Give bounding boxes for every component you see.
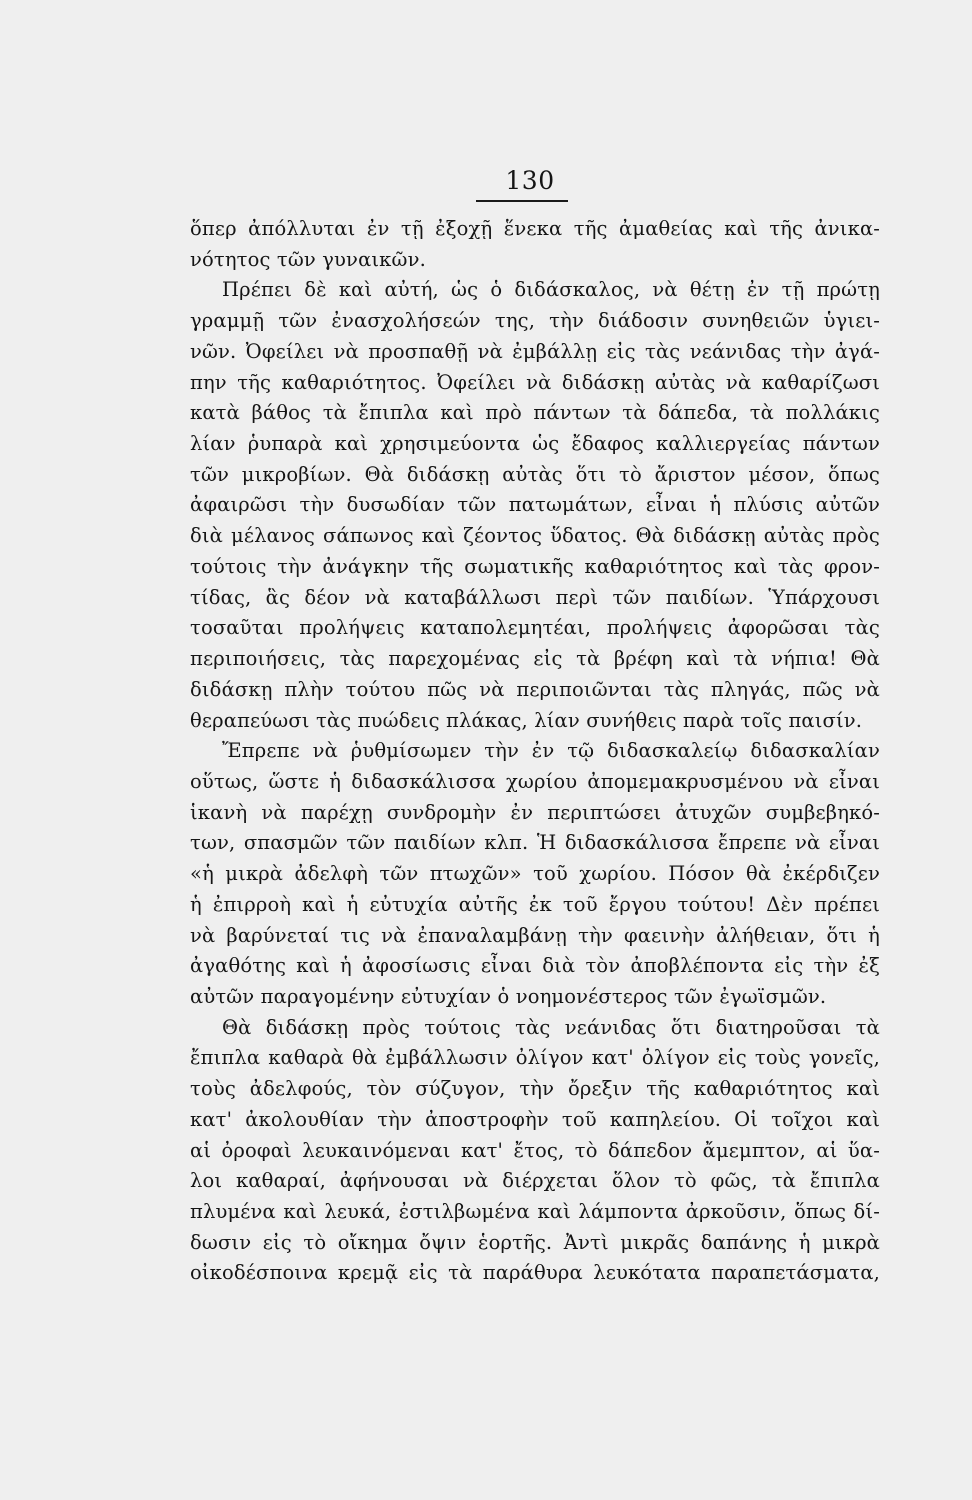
- text-line: διὰ μέλανος σάπωνος καὶ ζέοντος ὕδατος. Θὰ διδάσκῃ αὐτὰς πρὸς: [190, 524, 880, 548]
- page-number-rule: [476, 200, 568, 202]
- text-line: οὕτως, ὥστε ἡ διδασκάλισσα χωρίου ἀπομεμακρυσμένου νὰ εἶναι: [190, 769, 880, 793]
- body-text: [190, 214, 880, 1289]
- text-line: τούτοις τὴν ἀνάγκην τῆς σωματικῆς καθαριότητος καὶ τὰς φρον-: [190, 554, 880, 578]
- text-line: κατὰ βάθος τὰ ἔπιπλα καὶ πρὸ πάντων τὰ δάπεδα, τὰ πολλάκις: [190, 401, 880, 425]
- text-line: πλυμένα καὶ λευκά, ἐστιλβωμένα καὶ λάμποντα ἀρκοῦσιν, ὅπως δί-: [190, 1200, 880, 1223]
- text-line: των, σπασμῶν τῶν παιδίων κλπ. Ἡ διδασκάλισσα ἔπρεπε νὰ εἶναι: [190, 831, 880, 855]
- text-line: δωσιν εἰς τὸ οἴκημα ὄψιν ἑορτῆς. Ἀντὶ μικρᾶς δαπάνης ἡ μικρὰ: [190, 1230, 880, 1254]
- text-line: ἀγαθότης καὶ ἡ ἀφοσίωσις εἶναι διὰ τὸν ἀποβλέποντα εἰς τὴν ἐξ: [190, 954, 880, 978]
- text-line: ἡ ἐπιρροὴ καὶ ἡ εὐτυχία αὐτῆς ἐκ τοῦ ἔργου τούτου! Δὲν πρέπει: [190, 892, 880, 916]
- text-line: νῶν. Ὀφείλει νὰ προσπαθῇ νὰ ἐμβάλλῃ εἰς τὰς νεάνιδας τὴν ἀγά-: [190, 339, 880, 363]
- text-line: αἱ ὀροφαὶ λευκαινόμεναι κατ' ἔτος, τὸ δάπεδον ἄμεμπτον, αἱ ὕα-: [190, 1138, 880, 1162]
- text-line: ἀφαιρῶσι τὴν δυσωδίαν τῶν πατωμάτων, εἶναι ἡ πλύσις αὐτῶν: [190, 493, 880, 517]
- text-line: αὐτῶν παραγομένην εὐτυχίαν ὁ νοημονέστερος τῶν ἐγωϊσμῶν.: [190, 984, 827, 1008]
- page-number: 130: [505, 166, 555, 195]
- text-line: λοι καθαραί, ἀφήνουσαι νὰ διέρχεται ὅλον τὸ φῶς, τὰ ἔπιπλα: [190, 1169, 880, 1193]
- text-line: Ἔπρεπε νὰ ῥυθμίσωμεν τὴν ἐν τῷ διδασκαλείῳ διδασκαλίαν: [222, 739, 880, 763]
- text-line: κατ' ἀκολουθίαν τὴν ἀποστροφὴν τοῦ καπηλείου. Οἱ τοῖχοι καὶ: [190, 1107, 880, 1131]
- text-line: οἰκοδέσποινα κρεμᾷ εἰς τὰ παράθυρα λευκότατα παραπετάσματα,: [190, 1261, 880, 1285]
- text-line: πην τῆς καθαριότητος. Ὀφείλει νὰ διδάσκῃ αὐτὰς νὰ καθαρίζωσι: [190, 370, 880, 394]
- text-line: ἔπιπλα καθαρὰ θὰ ἐμβάλλωσιν ὀλίγον κατ' ὀλίγον εἰς τοὺς γονεῖς,: [190, 1046, 880, 1070]
- text-line: νότητος τῶν γυναικῶν.: [190, 247, 426, 271]
- text-line: θεραπεύωσι τὰς πυώδεις πλάκας, λίαν συνήθεις παρὰ τοῖς παισίν.: [190, 708, 863, 732]
- text-line: Πρέπει δὲ καὶ αὐτή, ὡς ὁ διδάσκαλος, νὰ θέτῃ ἐν τῇ πρώτῃ: [222, 278, 880, 302]
- text-line: τίδας, ἃς δέον νὰ καταβάλλωσι περὶ τῶν παιδίων. Ὑπάρχουσι: [190, 585, 880, 609]
- text-line: Θὰ διδάσκῃ πρὸς τούτοις τὰς νεάνιδας ὅτι διατηροῦσαι τὰ: [222, 1015, 880, 1039]
- text-line: γραμμῇ τῶν ἐνασχολήσεών της, τὴν διάδοσιν συνηθειῶν ὑγιει-: [190, 309, 880, 333]
- text-line: περιποιήσεις, τὰς παρεχομένας εἰς τὰ βρέφη καὶ τὰ νήπια! Θὰ: [190, 647, 880, 671]
- text-line: διδάσκῃ πλὴν τούτου πῶς νὰ περιποιῶνται τὰς πληγάς, πῶς νὰ: [190, 677, 880, 701]
- text-line: τῶν μικροβίων. Θὰ διδάσκῃ αὐτὰς ὅτι τὸ ἄριστον μέσον, ὅπως: [190, 462, 880, 486]
- text-line: τοὺς ἀδελφούς, τὸν σύζυγον, τὴν ὄρεξιν τῆς καθαριότητος καὶ: [190, 1077, 880, 1101]
- text-line: τοσαῦται προλήψεις καταπολεμητέαι, προλήψεις ἀφορῶσαι τὰς: [190, 616, 880, 640]
- text-line: ὅπερ ἀπόλλυται ἐν τῇ ἐξοχῇ ἕνεκα τῆς ἀμαθείας καὶ τῆς ἀνικα-: [190, 217, 880, 240]
- text-line: νὰ βαρύνεταί τις νὰ ἐπαναλαμβάνῃ τὴν φαεινὴν ἀλήθειαν, ὅτι ἡ: [190, 923, 880, 947]
- text-line: ἱκανὴ νὰ παρέχῃ συνδρομὴν ἐν περιπτώσει ἀτυχῶν συμβεβηκό-: [190, 800, 880, 824]
- text-line: «ἡ μικρὰ ἀδελφὴ τῶν πτωχῶν» τοῦ χωρίου. Πόσον θὰ ἐκέρδιζεν: [190, 862, 880, 886]
- text-line: λίαν ῥυπαρὰ καὶ χρησιμεύοντα ὡς ἔδαφος καλλιεργείας πάντων: [190, 432, 880, 456]
